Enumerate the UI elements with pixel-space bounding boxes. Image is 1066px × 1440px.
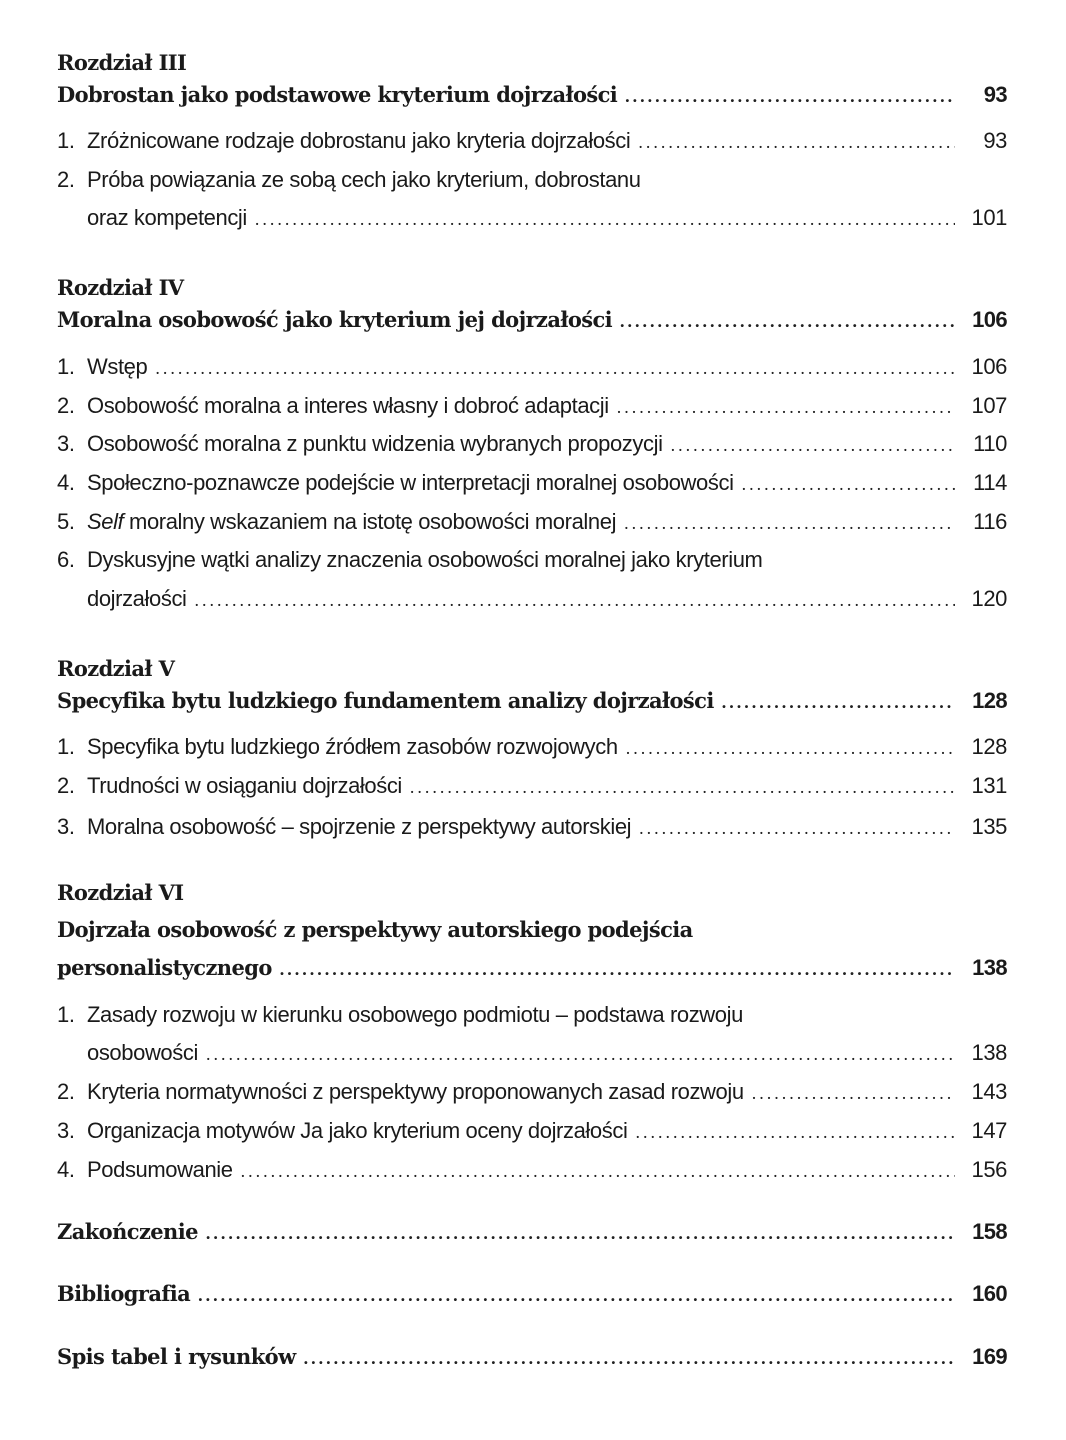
page-number: 106 xyxy=(971,354,1007,379)
leader-dots xyxy=(280,959,955,980)
page-number: 143 xyxy=(971,1079,1007,1104)
entry-title: Kryteria normatywności z perspektywy proponowanych zasad rozwoju xyxy=(87,1079,744,1104)
entry-title: Zasady rozwoju w kierunku osobowego podmiotu – podstawa rozwoju xyxy=(87,1002,743,1027)
page-number: 169 xyxy=(972,1344,1007,1369)
toc-entry xyxy=(57,1002,1007,1036)
toc-entry xyxy=(57,1157,1007,1191)
leader-dots xyxy=(742,474,955,495)
toc-entry xyxy=(57,354,1007,388)
entry-title: Trudności w osiąganiu dojrzałości xyxy=(87,773,402,798)
leader-dots xyxy=(155,358,955,379)
entry-number: 2. xyxy=(57,773,75,798)
toc-entry xyxy=(57,773,1007,807)
page-number: 120 xyxy=(971,586,1007,611)
chapter-label: Rozdział V xyxy=(57,656,175,681)
page-number: 131 xyxy=(971,773,1007,798)
toc-entry xyxy=(57,128,1007,162)
toc-entry xyxy=(57,814,1007,848)
entry-title: Bibliografia xyxy=(57,1281,191,1306)
entry-number: 3. xyxy=(57,1118,75,1143)
toc-entry-chapter-title xyxy=(57,917,1007,951)
entry-number: 4. xyxy=(57,470,75,495)
leader-dots xyxy=(241,1161,955,1182)
toc-entry-continuation xyxy=(87,586,1007,620)
entry-title: Osobowość moralna a interes własny i dobroć adaptacji xyxy=(87,393,609,418)
entry-title: Społeczno-poznawcze podejście w interpretacji moralnej osobowości xyxy=(87,470,734,495)
page-number: 93 xyxy=(983,82,1007,107)
toc-entry xyxy=(57,734,1007,768)
entry-title-italic: Self xyxy=(87,509,124,534)
chapter-label: Rozdział III xyxy=(57,50,187,75)
toc-entry-back-matter xyxy=(57,1281,1007,1315)
leader-dots xyxy=(195,590,955,611)
leader-dots xyxy=(626,738,955,759)
page-number: 156 xyxy=(971,1157,1007,1182)
entry-number: 3. xyxy=(57,431,75,456)
entry-title: Podsumowanie xyxy=(87,1157,233,1182)
toc-entry-continuation xyxy=(87,205,1007,239)
leader-dots xyxy=(410,777,955,798)
entry-title: osobowości xyxy=(87,1040,198,1065)
entry-title-rest: moralny wskazaniem na istotę osobowości moralnej xyxy=(123,509,617,534)
entry-number: 3. xyxy=(57,814,75,839)
toc-entry-chapter-title xyxy=(57,82,1007,116)
page-number: 110 xyxy=(973,431,1007,456)
entry-number: 1. xyxy=(57,128,75,153)
page-number: 107 xyxy=(971,393,1007,418)
leader-dots xyxy=(620,311,955,332)
entry-number: 1. xyxy=(57,734,75,759)
toc-entry-chapter-title xyxy=(57,307,1007,341)
entry-title: Specyfika bytu ludzkiego fundamentem analizy dojrzałości xyxy=(57,688,714,713)
page-number: 128 xyxy=(971,734,1007,759)
entry-title: Dyskusyjne wątki analizy znaczenia osobowości moralnej jako kryterium xyxy=(87,547,763,572)
entry-title: Spis tabel i rysunków xyxy=(57,1344,296,1369)
toc-entry-back-matter xyxy=(57,1344,1007,1378)
entry-title: Dojrzała osobowość z perspektywy autorskiego podejścia xyxy=(57,917,693,942)
toc-entry xyxy=(57,1079,1007,1113)
toc-entry-back-matter xyxy=(57,1219,1007,1253)
page-number: 135 xyxy=(971,814,1007,839)
leader-dots xyxy=(625,86,955,107)
entry-title: Moralna osobowość – spojrzenie z perspektywy autorskiej xyxy=(87,814,632,839)
leader-dots xyxy=(624,513,955,534)
leader-dots xyxy=(722,692,955,713)
entry-number: 2. xyxy=(57,1079,75,1104)
entry-title: Wstęp xyxy=(87,354,148,379)
entry-title: Specyfika bytu ludzkiego źródłem zasobów rozwojowych xyxy=(87,734,618,759)
entry-title: personalistycznego xyxy=(57,955,272,980)
entry-number: 1. xyxy=(57,354,75,379)
toc-entry-chapter-title-continuation xyxy=(57,955,1007,989)
entry-title: Osobowość moralna z punktu widzenia wybranych propozycji xyxy=(87,431,663,456)
leader-dots xyxy=(638,132,955,153)
leader-dots xyxy=(752,1083,955,1104)
entry-title: Organizacja motywów Ja jako kryterium oceny dojrzałości xyxy=(87,1118,628,1143)
leader-dots xyxy=(617,397,955,418)
leader-dots xyxy=(635,1122,955,1143)
entry-title: Dobrostan jako podstawowe kryterium dojrzałości xyxy=(57,82,618,107)
leader-dots xyxy=(206,1223,955,1244)
page-number: 138 xyxy=(972,955,1007,980)
entry-title: oraz kompetencji xyxy=(87,205,247,230)
toc-entry xyxy=(57,167,1007,201)
page-number: 128 xyxy=(972,688,1007,713)
entry-number: 5. xyxy=(57,509,75,534)
entry-number: 4. xyxy=(57,1157,75,1182)
page-number: 93 xyxy=(983,128,1007,153)
entry-number: 1. xyxy=(57,1002,75,1027)
toc-entry xyxy=(57,470,1007,504)
chapter-label: Rozdział IV xyxy=(57,275,184,300)
leader-dots xyxy=(206,1044,955,1065)
leader-dots xyxy=(671,435,955,456)
page-number: 101 xyxy=(971,205,1007,230)
entry-number: 2. xyxy=(57,167,75,192)
toc-entry xyxy=(57,431,1007,465)
entry-title: dojrzałości xyxy=(87,586,187,611)
toc-entry-continuation xyxy=(87,1040,1007,1074)
leader-dots xyxy=(255,209,955,230)
page-number: 158 xyxy=(972,1219,1007,1244)
page-number: 106 xyxy=(972,307,1007,332)
page-number: 147 xyxy=(971,1118,1007,1143)
entry-title xyxy=(87,509,616,535)
page-number: 160 xyxy=(972,1281,1007,1306)
leader-dots xyxy=(639,818,955,839)
page-number: 116 xyxy=(973,509,1007,534)
page-number: 138 xyxy=(971,1040,1007,1065)
toc-entry xyxy=(57,509,1007,543)
toc-entry xyxy=(57,547,1007,581)
entry-number: 6. xyxy=(57,547,75,572)
page-number: 114 xyxy=(973,470,1007,495)
leader-dots xyxy=(198,1285,955,1306)
entry-number: 2. xyxy=(57,393,75,418)
entry-title: Zróżnicowane rodzaje dobrostanu jako kryteria dojrzałości xyxy=(87,128,631,153)
toc-entry xyxy=(57,1118,1007,1152)
entry-title: Próba powiązania ze sobą cech jako kryterium, dobrostanu xyxy=(87,167,641,192)
entry-title: Moralna osobowość jako kryterium jej dojrzałości xyxy=(57,307,613,332)
toc-entry-chapter-title xyxy=(57,688,1007,722)
leader-dots xyxy=(304,1348,955,1369)
chapter-label: Rozdział VI xyxy=(57,880,184,905)
entry-title: Zakończenie xyxy=(57,1219,198,1244)
toc-entry xyxy=(57,393,1007,427)
